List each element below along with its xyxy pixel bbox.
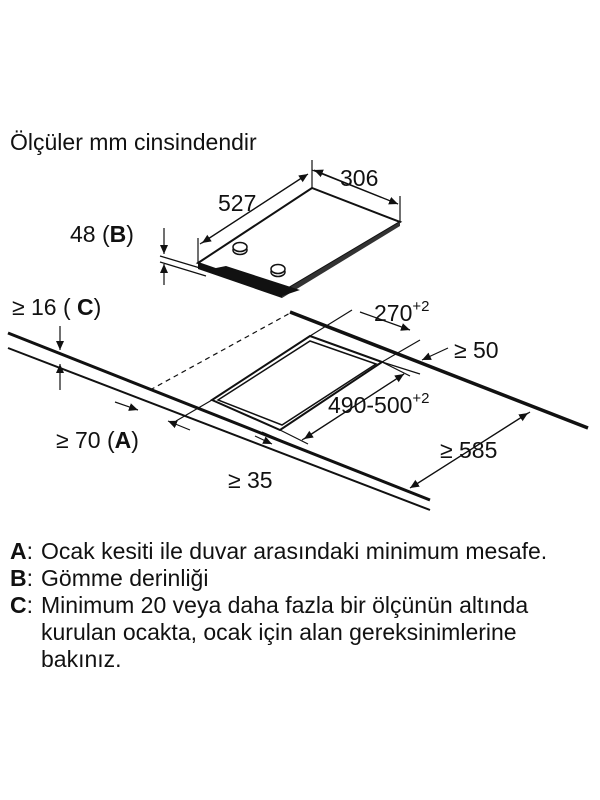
dim-70-label: ≥ 70 ( bbox=[56, 427, 115, 453]
svg-text:≥ 70 (A) bbox=[56, 427, 139, 453]
dim-70-close: ) bbox=[131, 427, 139, 453]
dim-16-letter: C bbox=[77, 294, 94, 320]
dimension-min-16 bbox=[12, 294, 101, 390]
dim-490-label: 490-500 bbox=[328, 392, 413, 418]
svg-text:48 (B) bbox=[70, 221, 134, 247]
legend-text: Gömme derinliği bbox=[41, 565, 209, 591]
svg-text:490-500+2 bbox=[328, 390, 430, 418]
legend-text: Ocak kesiti ile duvar arasındaki minimum mesafe. bbox=[41, 538, 548, 564]
control-knob-icon bbox=[271, 265, 285, 277]
dimension-min-70 bbox=[56, 400, 212, 453]
legend-separator: : bbox=[26, 565, 34, 591]
svg-text:270+2 bbox=[374, 298, 429, 326]
dim-527-label: 527 bbox=[218, 190, 257, 216]
control-knob-icon bbox=[233, 243, 247, 255]
legend-item-c bbox=[10, 592, 590, 673]
dim-490-tol: +2 bbox=[412, 390, 430, 407]
legend-item-a bbox=[10, 538, 590, 565]
dim-48-close: ) bbox=[126, 221, 134, 247]
legend-key: C bbox=[10, 592, 27, 618]
legend-separator: : bbox=[26, 538, 34, 564]
dim-50-label: ≥ 50 bbox=[454, 337, 499, 363]
dim-70-letter: A bbox=[114, 427, 132, 453]
legend-key: A bbox=[10, 538, 27, 564]
dim-48-letter: B bbox=[109, 221, 127, 247]
diagram-title: Ölçüler mm cinsindendir bbox=[10, 129, 257, 155]
legend-separator: : bbox=[26, 592, 34, 618]
dim-306-label: 306 bbox=[340, 165, 379, 191]
dimension-height-48 bbox=[70, 221, 206, 285]
dim-270-tol: +2 bbox=[412, 298, 430, 315]
dimension-min-585 bbox=[410, 412, 530, 488]
legend-text: Minimum 20 veya daha fazla bir ölçünün altında kurulan ocakta, ocak için alan gereksinimlerine bakınız. bbox=[41, 592, 529, 672]
legend-item-b bbox=[10, 565, 590, 592]
dim-35-label: ≥ 35 bbox=[228, 467, 273, 493]
dim-16-label: ≥ 16 ( bbox=[12, 294, 78, 320]
legend-key: B bbox=[10, 565, 27, 591]
dim-585-label: ≥ 585 bbox=[440, 437, 498, 463]
dim-270-label: 270 bbox=[374, 300, 413, 326]
legend bbox=[10, 538, 590, 673]
dim-16-close: ) bbox=[93, 294, 102, 320]
svg-text:≥ 16 ( C) bbox=[12, 294, 101, 320]
dim-48-label: 48 ( bbox=[70, 221, 110, 247]
